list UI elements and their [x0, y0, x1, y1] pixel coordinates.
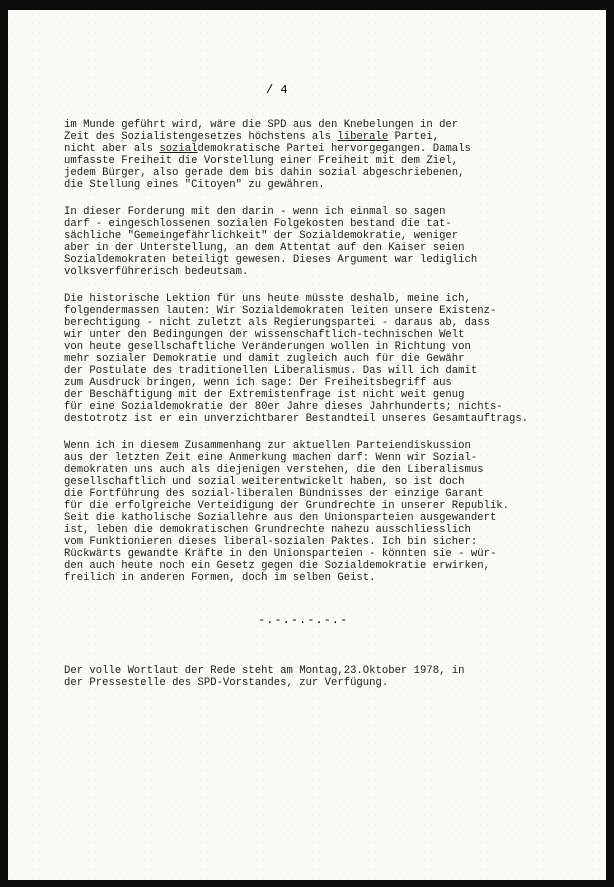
text-line: zum Ausdruck bringen, wenn ich sage: Der Freiheitsbegriff aus	[64, 377, 452, 389]
text-line: der Postulate des traditionellen Liberalismus. Das will ich damit	[64, 365, 478, 377]
text-line: den auch heute noch ein Gesetz gegen die Sozialdemokratie erwirken,	[64, 560, 490, 572]
footer-line: Der volle Wortlaut der Rede steht am Montag,23.Oktober 1978, in	[64, 665, 465, 677]
text-line: aber in der Unterstellung, an dem Attentat auf den Kaiser seien	[64, 242, 465, 254]
document-page	[8, 10, 606, 880]
text-line: folgendermassen lauten: Wir Sozialdemokraten leiten unsere Existenz-	[64, 305, 497, 317]
text-line: Zeit des Sozialistengesetzes höchstens als liberale Partei,	[64, 131, 440, 143]
text-line: der Beschäftigung mit der Extremistenfrage ist nicht weit genug	[64, 389, 465, 401]
text-line: Wenn ich in diesem Zusammenhang zur aktuellen Parteiendiskussion	[64, 440, 471, 452]
text-line: jedem Bürger, also gerade dem bis dahin sozial abgeschriebenen,	[64, 167, 465, 179]
text-line: aus der letzten Zeit eine Anmerkung machen darf: Wenn wir Sozial-	[64, 452, 478, 464]
text-line: demokraten uns auch als diejenigen verstehen, die den Liberalismus	[64, 464, 484, 476]
text-line: die Stellung eines "Citoyen" zu gewähren.	[64, 179, 325, 191]
page-number: / 4	[266, 83, 288, 97]
text-line: gesellschaftlich und sozial weiterentwickelt haben, so ist doch	[64, 476, 465, 488]
text-line: für die erfolgreiche Verteidigung der Grundrechte in unserer Republik.	[64, 500, 510, 512]
text-line: darf - eingeschlossenen sozialen Folgekosten bestand die tat-	[64, 218, 452, 230]
text-line: berechtigung - nicht zuletzt als Regierungspartei - daraus ab, dass	[64, 317, 490, 329]
text-line: im Munde geführt wird, wäre die SPD aus den Knebelungen in der	[64, 119, 459, 131]
text-line: Die historische Lektion für uns heute müsste deshalb, meine ich,	[64, 293, 471, 305]
text-line: wir unter den Bedingungen der wissenschaftlich-technischen Welt	[64, 329, 465, 341]
text-line: vom Funktionieren dieses liberal-sozialen Paktes. Ich bin sicher:	[64, 536, 478, 548]
footer-line: der Pressestelle des SPD-Vorstandes, zur Verfügung.	[64, 677, 389, 689]
text-line: volksverführerisch bedeutsam.	[64, 266, 249, 278]
text-line: In dieser Forderung mit den darin - wenn ich einmal so sagen	[64, 206, 446, 218]
text-line: die Fortführung des sozial-liberalen Bündnisses der einzige Garant	[64, 488, 484, 500]
underlined-word: liberale	[337, 131, 389, 143]
text-line: Seit die katholische Soziallehre aus den Unionsparteien ausgewandert	[64, 512, 497, 524]
text-line: ist, leben die demokratischen Grundrechte nahezu ausschliesslich	[64, 524, 471, 536]
text-line: für eine Sozialdemokratie der 80er Jahre dieses Jahrhunderts; nichts-	[64, 401, 503, 413]
text-line: Rückwärts gewandte Kräfte in den Unionsparteien - könnten sie - wür-	[64, 548, 497, 560]
text-line: destotrotz ist er ein unverzichtbarer Bestandteil unseres Gesamtauftrags.	[64, 413, 529, 425]
text-line: nicht aber als sozialdemokratische Partei hervorgegangen. Damals	[64, 143, 471, 155]
section-separator: -.-.-.-.-.-	[258, 613, 349, 627]
underlined-word: sozial	[159, 143, 198, 155]
text-line: von heute gesellschaftliche Veränderungen wollen in Richtung von	[64, 341, 471, 353]
text-line: freilich in anderen Formen, doch im selben Geist.	[64, 572, 376, 584]
text-line: mehr sozialer Demokratie und damit zugleich auch für die Gewähr	[64, 353, 465, 365]
text-line: Sozialdemokraten beteiligt gewesen. Dieses Argument war lediglich	[64, 254, 478, 266]
text-line: sächliche "Gemeingefährlichkeit" der Sozialdemokratie, weniger	[64, 230, 459, 242]
text-line: umfasste Freiheit die Vorstellung einer Freiheit mit dem Ziel,	[64, 155, 459, 167]
